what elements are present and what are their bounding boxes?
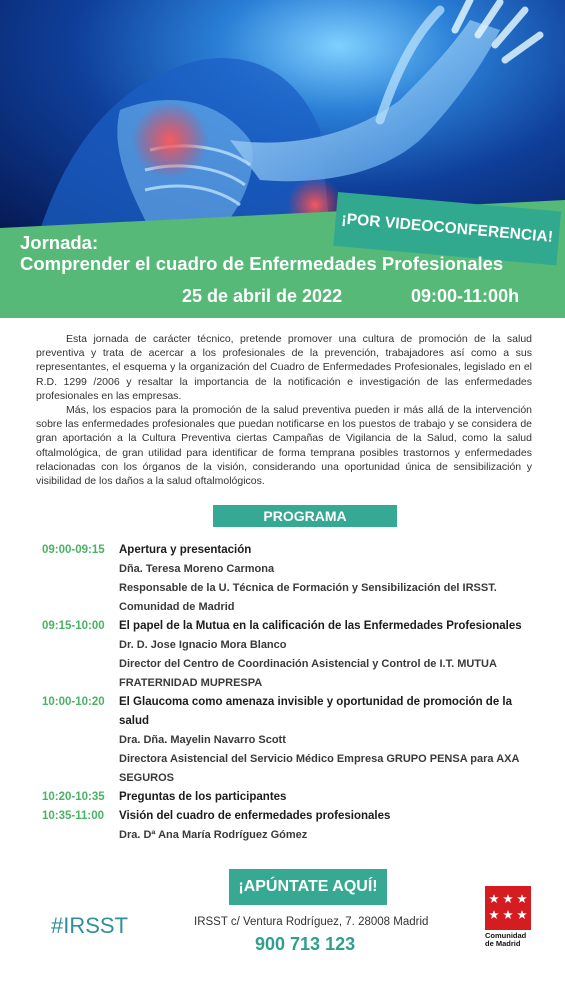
logo-line2: de Madrid (485, 939, 521, 948)
speaker-name: Dña. Teresa Moreno Carmona (119, 563, 275, 575)
event-title (20, 232, 503, 274)
agenda-time: 10:20-10:35 (42, 791, 105, 803)
agenda-time: 09:15-10:00 (42, 620, 105, 632)
agenda-item (42, 541, 542, 617)
agenda-title: Visión del cuadro de enfermedades profesionales (119, 810, 391, 822)
speaker-name: Dra. Dña. Mayelin Navarro Scott (119, 734, 286, 746)
agenda-title: El Glaucoma como amenaza invisible y oportunidad de promoción de la salud (119, 696, 512, 727)
event-time: 09:00-11:00h (411, 286, 520, 306)
agenda-time: 10:35-11:00 (42, 810, 105, 822)
intro-text (36, 332, 532, 488)
agenda-title: Preguntas de los participantes (119, 791, 287, 803)
comunidad-de-madrid-logo (485, 886, 533, 948)
logo-line1: Comunidad (485, 931, 527, 940)
speaker-role: Director del Centro de Coordinación Asistencial y Control de I.T. MUTUA FRATERNIDAD MUPRESPA (119, 658, 497, 689)
programa-heading: PROGRAMA (213, 505, 397, 527)
agenda-time: 10:00-10:20 (42, 696, 105, 708)
speaker-role: Directora Asistencial del Servicio Médico Empresa GRUPO PENSA para AXA SEGUROS (119, 753, 520, 784)
hero-image (0, 0, 565, 230)
phone-number[interactable]: 900 713 123 (255, 934, 356, 954)
intro-paragraph-1: Esta jornada de carácter técnico, pretende promover una cultura de promoción de la salud preventiva y trata de acercar a los profesionales de la prevención, trabajadores así como a sus representantes, el esquema y la organización del Cuadro de Enfermedades Profesionales, legislado en el R.D. 1299 /2006 y resaltar la importancia de la notificación e investigación de las enfermedades profesionales en las empresas. (36, 333, 532, 402)
speaker-name: Dra. Dª Ana María Rodríguez Gómez (119, 829, 308, 841)
agenda-item (42, 693, 542, 788)
event-title-line2: Comprender el cuadro de Enfermedades Profesionales (20, 253, 504, 274)
agenda-item (42, 788, 542, 807)
agenda-item (42, 807, 542, 845)
logo-flag (485, 886, 531, 930)
speaker-role: Responsable de la U. Técnica de Formación y Sensibilización del IRSST. Comunidad de Madrid (119, 582, 497, 613)
skeleton-illustration (0, 0, 565, 230)
agenda-time: 09:00-09:15 (42, 544, 105, 556)
event-title-line1: Jornada: (20, 232, 99, 253)
intro-paragraph-2: Más, los espacios para la promoción de la salud preventiva pueden ir más allá de la intervención sobre las enfermedades profesionales que puedan notificarse en los puestos de trabajo y se considera de gran aportación a la Cultura Preventiva ciertas Campañas de Vigilancia de la Salud, como la salud oftalmológica, de gran utilidad para identificar de forma temprana posibles trastornos y enfermedades relacionadas con los órganos de la visión, considerando una oportunidad única de sensibilización y visibilidad de los daños a la salud oftalmológicos. (36, 404, 532, 488)
speaker-name: Dr. D. Jose Ignacio Mora Blanco (119, 639, 287, 651)
agenda-title: El papel de la Mutua en la calificación de las Enfermedades Profesionales (119, 620, 522, 632)
signup-button[interactable]: ¡APÚNTATE AQUÍ! (229, 869, 387, 905)
event-date: 25 de abril de 2022 (182, 286, 343, 306)
logo-text (485, 932, 533, 948)
videoconference-tag: ¡POR VIDEOCONFERENCIA! (333, 192, 561, 265)
agenda-title: Apertura y presentación (119, 544, 252, 556)
agenda-item (42, 617, 542, 693)
agenda-list (42, 541, 542, 845)
address: IRSST c/ Ventura Rodríguez, 7. 28008 Madrid (194, 916, 429, 928)
stars-icon (485, 886, 531, 930)
hashtag: #IRSST (51, 913, 129, 938)
